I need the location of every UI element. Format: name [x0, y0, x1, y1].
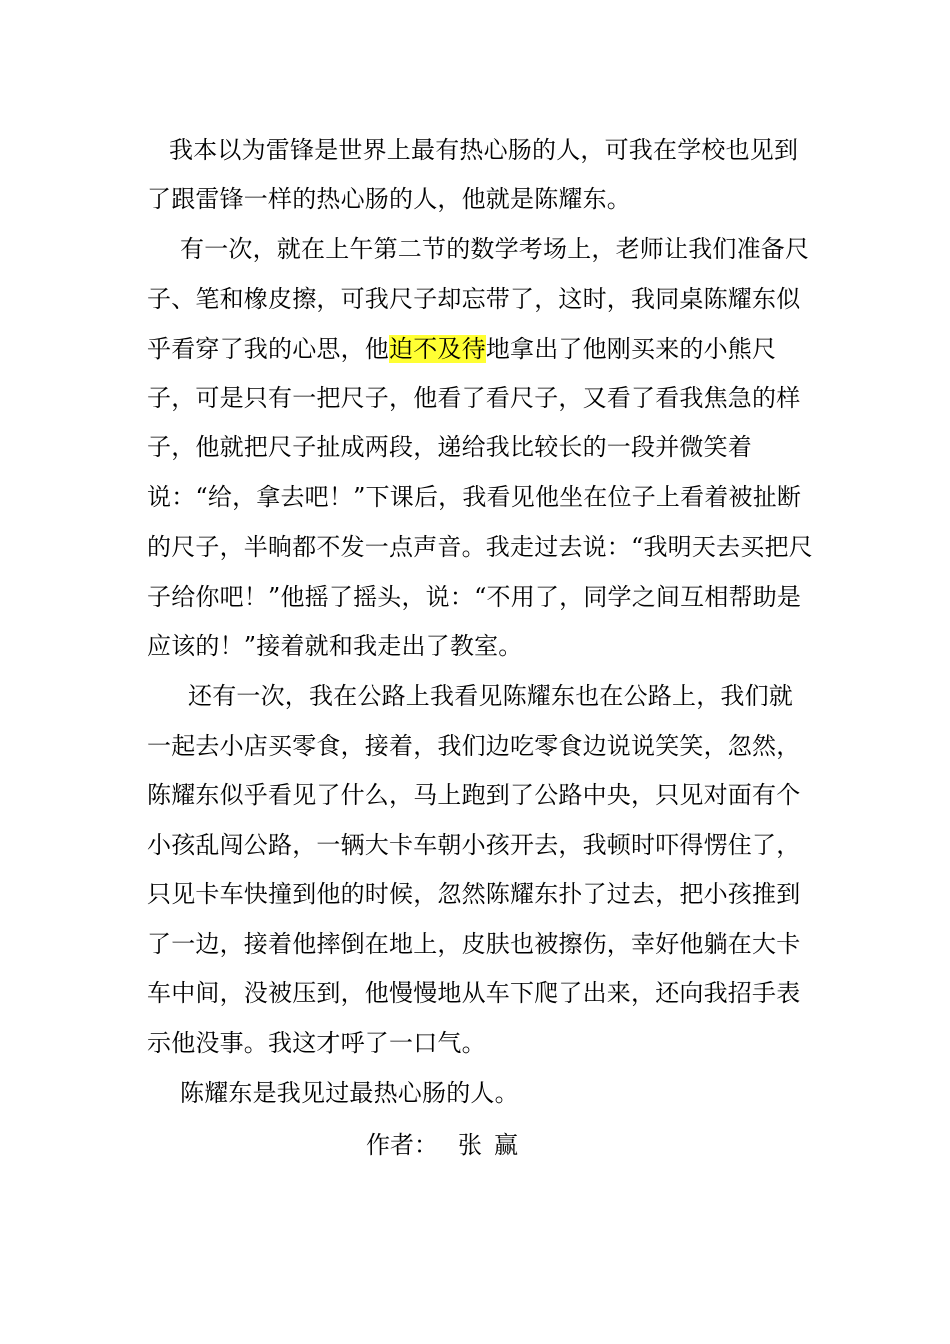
p3-line-5: 只见卡车快撞到他的时候，忽然陈耀东扑了过去，把小孩推到 [147, 880, 801, 908]
p3-line-7: 车中间，没被压到，他慢慢地从车下爬了出来，还向我招手表 [147, 979, 801, 1007]
highlighted-phrase: 迫不及待 [389, 335, 486, 363]
p2-line-8: 子给你吧！”他摇了摇头，说：“不用了，同学之间互相帮助是 [147, 583, 802, 611]
author-line [366, 1120, 530, 1170]
p2-line-3-before: 乎看穿了我的心思，他 [147, 335, 389, 363]
p2-line-5: 子，他就把尺子扯成两段，递给我比较长的一段并微笑着 [147, 433, 752, 461]
p4-line-1: 陈耀东是我见过最热心肠的人。 [180, 1079, 519, 1107]
p2-line-3 [147, 324, 776, 374]
p2-line-2: 子、笔和橡皮擦，可我尺子却忘带了，这时，我同桌陈耀东似 [147, 285, 801, 313]
p2-line-9: 应该的！”接着就和我走出了教室。 [147, 632, 523, 660]
p3-line-8: 示他没事。我这才呼了一口气。 [147, 1029, 486, 1057]
p2-line-4: 子，可是只有一把尺子，他看了看尺子，又看了看我焦急的样 [147, 384, 801, 412]
author-name: 张赢 [458, 1131, 530, 1159]
author-label: 作者： [366, 1131, 438, 1159]
p2-line-7: 的尺子，半晌都不发一点声音。我走过去说：“我明天去买把尺 [147, 533, 813, 561]
p3-line-2: 一起去小店买零食，接着，我们边吃零食边说说笑笑，忽然， [147, 732, 801, 760]
p3-line-4: 小孩乱闯公路，一辆大卡车朝小孩开去，我顿时吓得愣住了， [147, 831, 801, 859]
p2-line-3-after: 地拿出了他刚买来的小熊尺 [485, 335, 777, 363]
p3-line-1: 还有一次，我在公路上我看见陈耀东也在公路上，我们就 [188, 682, 793, 710]
p3-line-6: 了一边，接着他摔倒在地上，皮肤也被擦伤，幸好他躺在大卡 [147, 930, 801, 958]
p1-line-2: 了跟雷锋一样的热心肠的人，他就是陈耀东。 [147, 185, 631, 213]
p1-line-1: 我本以为雷锋是世界上最有热心肠的人，可我在学校也见到 [169, 136, 799, 164]
p3-line-3: 陈耀东似乎看见了什么，马上跑到了公路中央，只见对面有个 [147, 781, 801, 809]
p2-line-1: 有一次，就在上午第二节的数学考场上，老师让我们准备尺 [180, 235, 810, 263]
p2-line-6: 说：“给，拿去吧！”下课后，我看见他坐在位子上看着被扯断 [147, 483, 802, 511]
